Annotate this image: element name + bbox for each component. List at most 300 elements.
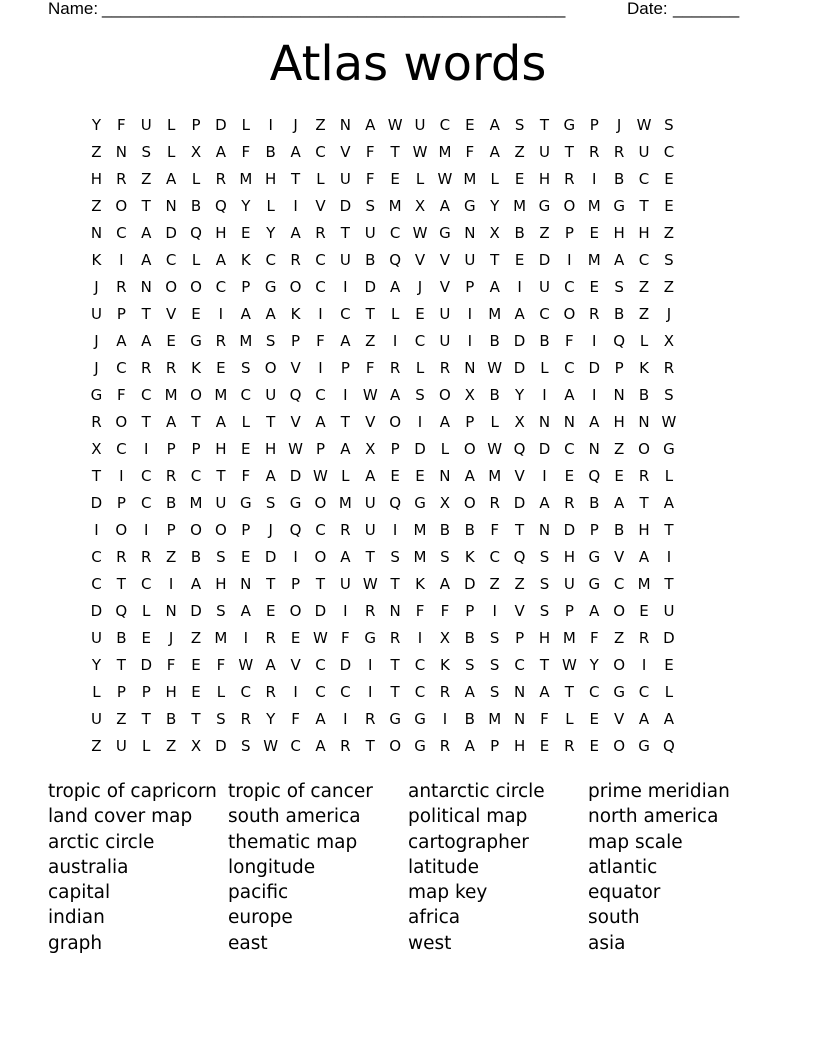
grid-letter[interactable]: O	[613, 737, 626, 755]
grid-letter[interactable]: G	[414, 710, 426, 728]
grid-letter[interactable]: J	[268, 521, 273, 539]
grid-letter[interactable]: K	[91, 251, 102, 269]
grid-letter[interactable]: G	[538, 197, 551, 215]
grid-letter[interactable]: F	[117, 386, 126, 404]
grid-letter[interactable]: A	[315, 737, 326, 755]
grid-letter[interactable]: V	[340, 143, 351, 161]
grid-letter[interactable]: T	[539, 116, 550, 134]
grid-letter[interactable]: D	[364, 278, 377, 296]
grid-letter[interactable]: Q	[513, 440, 526, 458]
grid-letter[interactable]: G	[190, 332, 202, 350]
grid-letter[interactable]: D	[538, 251, 551, 269]
grid-letter[interactable]: P	[141, 683, 151, 701]
grid-letter[interactable]: E	[265, 602, 276, 620]
grid-letter[interactable]: M	[239, 170, 253, 188]
grid-letter[interactable]: F	[365, 359, 375, 377]
grid-letter[interactable]: L	[191, 251, 201, 269]
grid-letter[interactable]: J	[94, 359, 99, 377]
grid-letter[interactable]: A	[464, 683, 475, 701]
grid-letter[interactable]: O	[563, 305, 576, 323]
grid-letter[interactable]: Q	[289, 386, 302, 404]
grid-letter[interactable]: E	[639, 602, 649, 620]
grid-letter[interactable]: B	[489, 332, 500, 350]
grid-letter[interactable]: D	[414, 440, 426, 458]
grid-letter[interactable]: Z	[190, 629, 202, 647]
grid-letter[interactable]: U	[115, 737, 127, 755]
grid-letter[interactable]: L	[390, 305, 400, 323]
grid-letter[interactable]: C	[663, 143, 675, 161]
grid-letter[interactable]: I	[168, 575, 174, 593]
grid-letter[interactable]: I	[343, 386, 348, 404]
grid-letter[interactable]: Q	[214, 197, 227, 215]
grid-letter[interactable]: Q	[190, 224, 202, 242]
grid-letter[interactable]: E	[166, 332, 176, 350]
grid-letter[interactable]: E	[216, 359, 226, 377]
grid-letter[interactable]: Z	[638, 305, 650, 323]
grid-letter[interactable]: Z	[165, 548, 177, 566]
grid-letter[interactable]: P	[191, 116, 201, 134]
grid-letter[interactable]: H	[215, 575, 227, 593]
grid-letter[interactable]: R	[589, 143, 600, 161]
grid-letter[interactable]: I	[592, 332, 597, 350]
grid-letter[interactable]: I	[293, 548, 298, 566]
grid-letter[interactable]: P	[465, 413, 475, 431]
grid-letter[interactable]: N	[339, 116, 351, 134]
grid-letter[interactable]: C	[240, 683, 252, 701]
grid-letter[interactable]: W	[487, 359, 503, 377]
grid-letter[interactable]: S	[365, 197, 375, 215]
grid-letter[interactable]: V	[315, 197, 326, 215]
grid-letter[interactable]: G	[439, 224, 451, 242]
grid-letter[interactable]: A	[589, 602, 600, 620]
grid-letter[interactable]: D	[314, 602, 327, 620]
grid-letter[interactable]: R	[116, 170, 127, 188]
grid-letter[interactable]: K	[639, 359, 649, 377]
grid-letter[interactable]: R	[389, 629, 401, 647]
grid-letter[interactable]: C	[638, 251, 650, 269]
grid-letter[interactable]: T	[216, 467, 226, 485]
grid-letter[interactable]: I	[592, 386, 597, 404]
grid-letter[interactable]: T	[564, 143, 574, 161]
grid-letter[interactable]: A	[614, 494, 625, 512]
grid-letter[interactable]: F	[241, 143, 251, 161]
grid-letter[interactable]: W	[263, 737, 279, 755]
grid-letter[interactable]: P	[564, 224, 574, 242]
grid-letter[interactable]: I	[343, 710, 348, 728]
grid-letter[interactable]: H	[638, 521, 650, 539]
grid-letter[interactable]: H	[165, 683, 177, 701]
grid-letter[interactable]: B	[614, 305, 625, 323]
grid-letter[interactable]: S	[465, 656, 475, 674]
grid-letter[interactable]: R	[439, 683, 451, 701]
grid-letter[interactable]: P	[166, 440, 176, 458]
grid-letter[interactable]: G	[239, 494, 252, 512]
grid-letter[interactable]: E	[415, 305, 425, 323]
grid-letter[interactable]: P	[116, 305, 126, 323]
grid-letter[interactable]: Y	[266, 710, 276, 728]
grid-letter[interactable]: B	[190, 197, 202, 215]
grid-letter[interactable]: P	[241, 278, 251, 296]
grid-letter[interactable]: C	[564, 359, 575, 377]
grid-letter[interactable]: S	[614, 278, 624, 296]
grid-letter[interactable]: N	[538, 521, 551, 539]
grid-letter[interactable]: R	[290, 251, 301, 269]
grid-letter[interactable]: V	[514, 602, 525, 620]
grid-letter[interactable]: T	[340, 413, 350, 431]
grid-letter[interactable]: L	[565, 710, 574, 728]
grid-letter[interactable]: Z	[638, 278, 650, 296]
grid-letter[interactable]: O	[613, 602, 626, 620]
grid-letter[interactable]: C	[315, 521, 326, 539]
grid-letter[interactable]: F	[540, 710, 549, 728]
grid-letter[interactable]: A	[589, 413, 600, 431]
grid-letter[interactable]: D	[513, 332, 526, 350]
grid-letter[interactable]: C	[589, 683, 600, 701]
grid-letter[interactable]: D	[538, 440, 551, 458]
grid-letter[interactable]: D	[289, 467, 302, 485]
grid-letter[interactable]: T	[91, 467, 102, 485]
grid-letter[interactable]: A	[215, 251, 227, 269]
grid-letter[interactable]: T	[141, 197, 151, 215]
grid-letter[interactable]: W	[487, 440, 503, 458]
grid-letter[interactable]: A	[215, 143, 227, 161]
grid-letter[interactable]: S	[664, 251, 674, 269]
grid-letter[interactable]: R	[215, 332, 227, 350]
grid-letter[interactable]: K	[415, 575, 425, 593]
grid-letter[interactable]: O	[165, 278, 178, 296]
grid-letter[interactable]: A	[340, 548, 351, 566]
grid-letter[interactable]: O	[289, 602, 302, 620]
grid-letter[interactable]: S	[539, 575, 550, 593]
grid-letter[interactable]: X	[439, 494, 451, 512]
grid-letter[interactable]: S	[539, 602, 550, 620]
grid-letter[interactable]: C	[613, 575, 625, 593]
grid-letter[interactable]: X	[663, 332, 675, 350]
grid-letter[interactable]: T	[141, 710, 151, 728]
grid-letter[interactable]: R	[564, 170, 575, 188]
grid-letter[interactable]: Y	[515, 386, 525, 404]
grid-letter[interactable]: O	[314, 494, 327, 512]
grid-letter[interactable]: C	[116, 224, 127, 242]
grid-letter[interactable]: E	[564, 467, 575, 485]
grid-letter[interactable]: Z	[315, 116, 326, 134]
grid-letter[interactable]: P	[116, 683, 126, 701]
grid-letter[interactable]: N	[240, 575, 252, 593]
grid-letter[interactable]: A	[489, 278, 500, 296]
grid-letter[interactable]: R	[340, 521, 351, 539]
grid-letter[interactable]: A	[390, 386, 401, 404]
grid-letter[interactable]: R	[215, 170, 227, 188]
grid-letter[interactable]: A	[290, 224, 301, 242]
grid-letter[interactable]: Z	[141, 170, 152, 188]
grid-letter[interactable]: N	[140, 278, 152, 296]
grid-letter[interactable]: T	[390, 656, 400, 674]
grid-letter[interactable]: N	[439, 467, 451, 485]
grid-letter[interactable]: T	[639, 494, 649, 512]
grid-letter[interactable]: N	[513, 683, 526, 701]
grid-letter[interactable]: R	[638, 467, 650, 485]
grid-letter[interactable]: Z	[165, 737, 177, 755]
grid-letter[interactable]: G	[264, 278, 277, 296]
grid-letter[interactable]: V	[290, 413, 301, 431]
grid-letter[interactable]: Z	[365, 332, 376, 350]
grid-letter[interactable]: Q	[613, 332, 626, 350]
grid-letter[interactable]: E	[664, 197, 674, 215]
grid-letter[interactable]: F	[415, 602, 425, 620]
grid-letter[interactable]: O	[115, 521, 128, 539]
grid-letter[interactable]: U	[663, 602, 675, 620]
grid-letter[interactable]: O	[214, 521, 227, 539]
grid-letter[interactable]: E	[390, 170, 400, 188]
grid-letter[interactable]: C	[315, 143, 326, 161]
name-field[interactable]: _________________________________________________	[102, 0, 566, 18]
grid-letter[interactable]: R	[116, 278, 127, 296]
grid-letter[interactable]: C	[389, 224, 401, 242]
grid-letter[interactable]: H	[613, 224, 625, 242]
grid-letter[interactable]: W	[561, 656, 577, 674]
grid-letter[interactable]: H	[538, 629, 551, 647]
grid-letter[interactable]: P	[241, 521, 251, 539]
grid-letter[interactable]: H	[563, 548, 575, 566]
grid-letter[interactable]: K	[191, 359, 201, 377]
grid-letter[interactable]: A	[539, 494, 550, 512]
grid-letter[interactable]: X	[91, 440, 102, 458]
grid-letter[interactable]: B	[614, 170, 625, 188]
grid-letter[interactable]: N	[115, 143, 127, 161]
grid-letter[interactable]: B	[464, 710, 475, 728]
grid-letter[interactable]: U	[265, 386, 277, 404]
grid-letter[interactable]: M	[413, 521, 427, 539]
grid-letter[interactable]: A	[663, 710, 675, 728]
grid-letter[interactable]: V	[439, 278, 451, 296]
grid-letter[interactable]: F	[365, 143, 375, 161]
grid-letter[interactable]: V	[290, 359, 301, 377]
grid-letter[interactable]: T	[664, 521, 674, 539]
grid-letter[interactable]: F	[465, 143, 475, 161]
grid-letter[interactable]: I	[542, 386, 547, 404]
grid-letter[interactable]: N	[464, 224, 476, 242]
grid-letter[interactable]: K	[290, 305, 301, 323]
grid-letter[interactable]: I	[119, 467, 124, 485]
grid-letter[interactable]: F	[316, 332, 325, 350]
grid-letter[interactable]: R	[165, 359, 177, 377]
grid-letter[interactable]: N	[464, 359, 476, 377]
grid-letter[interactable]: I	[268, 116, 273, 134]
grid-letter[interactable]: C	[290, 737, 301, 755]
grid-letter[interactable]: V	[514, 467, 525, 485]
grid-letter[interactable]: F	[166, 656, 176, 674]
grid-letter[interactable]: A	[638, 710, 650, 728]
grid-letter[interactable]: T	[365, 305, 375, 323]
grid-letter[interactable]: V	[614, 710, 625, 728]
grid-letter[interactable]: R	[589, 305, 600, 323]
grid-letter[interactable]: I	[592, 170, 597, 188]
grid-letter[interactable]: Z	[663, 224, 675, 242]
grid-letter[interactable]: N	[165, 197, 177, 215]
grid-letter[interactable]: A	[365, 116, 376, 134]
grid-letter[interactable]: C	[140, 467, 152, 485]
grid-letter[interactable]: P	[291, 575, 301, 593]
grid-letter[interactable]: X	[414, 197, 426, 215]
grid-letter[interactable]: B	[589, 494, 600, 512]
grid-letter[interactable]: V	[165, 305, 177, 323]
grid-letter[interactable]: F	[490, 521, 500, 539]
grid-letter[interactable]: I	[94, 521, 99, 539]
grid-letter[interactable]: C	[315, 386, 326, 404]
grid-letter[interactable]: A	[439, 575, 451, 593]
grid-letter[interactable]: D	[90, 602, 103, 620]
grid-letter[interactable]: U	[90, 710, 102, 728]
grid-letter[interactable]: O	[439, 386, 451, 404]
grid-letter[interactable]: O	[463, 494, 476, 512]
grid-letter[interactable]: R	[489, 494, 500, 512]
grid-letter[interactable]: I	[218, 305, 224, 323]
grid-letter[interactable]: D	[264, 548, 277, 566]
grid-letter[interactable]: E	[241, 548, 251, 566]
grid-letter[interactable]: Q	[513, 548, 526, 566]
grid-letter[interactable]: M	[637, 575, 651, 593]
grid-letter[interactable]: O	[613, 656, 626, 674]
grid-letter[interactable]: Z	[663, 278, 675, 296]
grid-letter[interactable]: C	[240, 386, 252, 404]
grid-letter[interactable]: G	[289, 494, 302, 512]
grid-letter[interactable]: Z	[489, 575, 500, 593]
grid-letter[interactable]: I	[492, 602, 497, 620]
grid-letter[interactable]: Q	[588, 467, 601, 485]
grid-letter[interactable]: P	[465, 278, 475, 296]
grid-letter[interactable]: E	[241, 440, 251, 458]
grid-letter[interactable]: C	[91, 575, 102, 593]
grid-letter[interactable]: R	[165, 467, 177, 485]
grid-letter[interactable]: P	[564, 602, 574, 620]
grid-letter[interactable]: Z	[614, 629, 625, 647]
grid-letter[interactable]: N	[613, 386, 625, 404]
grid-letter[interactable]: R	[240, 710, 251, 728]
grid-letter[interactable]: U	[364, 224, 376, 242]
grid-letter[interactable]: M	[488, 710, 502, 728]
grid-letter[interactable]: Z	[514, 143, 525, 161]
grid-letter[interactable]: G	[414, 737, 426, 755]
grid-letter[interactable]: I	[293, 683, 298, 701]
grid-letter[interactable]: F	[117, 116, 126, 134]
grid-letter[interactable]: R	[663, 359, 675, 377]
grid-letter[interactable]: C	[340, 683, 351, 701]
grid-letter[interactable]: X	[365, 440, 376, 458]
grid-letter[interactable]: T	[266, 575, 276, 593]
grid-letter[interactable]: N	[563, 413, 575, 431]
grid-letter[interactable]: A	[614, 251, 625, 269]
grid-letter[interactable]: F	[241, 467, 251, 485]
grid-letter[interactable]: R	[365, 710, 376, 728]
grid-letter[interactable]: I	[318, 305, 323, 323]
grid-letter[interactable]: I	[666, 548, 672, 566]
grid-letter[interactable]: L	[415, 359, 425, 377]
grid-letter[interactable]: A	[489, 116, 500, 134]
grid-letter[interactable]: L	[639, 332, 649, 350]
grid-letter[interactable]: A	[539, 683, 550, 701]
grid-letter[interactable]: O	[289, 278, 302, 296]
grid-letter[interactable]: M	[214, 386, 228, 404]
grid-letter[interactable]: Z	[116, 710, 127, 728]
grid-letter[interactable]: C	[439, 116, 451, 134]
grid-letter[interactable]: H	[613, 413, 625, 431]
grid-letter[interactable]: P	[340, 359, 350, 377]
date-field[interactable]: _______	[673, 0, 740, 18]
grid-letter[interactable]: H	[90, 170, 103, 188]
grid-letter[interactable]: P	[490, 737, 500, 755]
grid-letter[interactable]: I	[368, 683, 373, 701]
grid-letter[interactable]: G	[613, 683, 625, 701]
grid-letter[interactable]: T	[515, 521, 525, 539]
grid-letter[interactable]: C	[140, 494, 152, 512]
grid-letter[interactable]: I	[144, 440, 149, 458]
grid-letter[interactable]: H	[265, 440, 277, 458]
grid-letter[interactable]: U	[90, 305, 102, 323]
grid-letter[interactable]: M	[239, 332, 253, 350]
grid-letter[interactable]: K	[439, 656, 450, 674]
grid-letter[interactable]: M	[488, 305, 502, 323]
grid-letter[interactable]: D	[190, 602, 202, 620]
grid-letter[interactable]: O	[190, 278, 202, 296]
grid-letter[interactable]: L	[166, 143, 176, 161]
grid-letter[interactable]: H	[265, 170, 277, 188]
grid-letter[interactable]: C	[564, 440, 575, 458]
grid-letter[interactable]: V	[614, 548, 625, 566]
grid-letter[interactable]: W	[661, 413, 677, 431]
grid-letter[interactable]: C	[514, 656, 525, 674]
grid-letter[interactable]: B	[489, 386, 500, 404]
grid-letter[interactable]: C	[315, 683, 326, 701]
grid-letter[interactable]: S	[514, 116, 525, 134]
grid-letter[interactable]: T	[141, 413, 151, 431]
grid-letter[interactable]: R	[91, 413, 102, 431]
grid-letter[interactable]: W	[238, 656, 254, 674]
grid-letter[interactable]: I	[144, 521, 149, 539]
grid-letter[interactable]: B	[464, 521, 475, 539]
grid-letter[interactable]: B	[365, 251, 376, 269]
grid-letter[interactable]: A	[165, 413, 177, 431]
grid-letter[interactable]: S	[489, 629, 500, 647]
grid-letter[interactable]: S	[664, 386, 674, 404]
grid-letter[interactable]: G	[414, 494, 426, 512]
grid-letter[interactable]: I	[641, 656, 647, 674]
grid-letter[interactable]: O	[115, 197, 128, 215]
grid-letter[interactable]: C	[116, 359, 127, 377]
grid-letter[interactable]: E	[241, 224, 251, 242]
grid-letter[interactable]: F	[589, 629, 599, 647]
grid-letter[interactable]: E	[141, 629, 151, 647]
grid-letter[interactable]: A	[240, 602, 251, 620]
grid-letter[interactable]: L	[341, 467, 350, 485]
grid-letter[interactable]: C	[165, 251, 177, 269]
grid-letter[interactable]: I	[243, 629, 248, 647]
grid-letter[interactable]: X	[464, 386, 475, 404]
grid-letter[interactable]: D	[563, 521, 576, 539]
grid-letter[interactable]: S	[390, 548, 400, 566]
grid-letter[interactable]: I	[467, 305, 473, 323]
grid-letter[interactable]: A	[638, 548, 650, 566]
grid-letter[interactable]: X	[489, 224, 500, 242]
grid-letter[interactable]: I	[417, 629, 423, 647]
grid-letter[interactable]: O	[115, 413, 128, 431]
grid-letter[interactable]: L	[540, 359, 549, 377]
grid-letter[interactable]: T	[390, 575, 400, 593]
grid-letter[interactable]: S	[664, 116, 674, 134]
grid-letter[interactable]: E	[539, 737, 550, 755]
grid-letter[interactable]: I	[392, 521, 398, 539]
grid-letter[interactable]: E	[191, 305, 201, 323]
grid-letter[interactable]: A	[265, 467, 276, 485]
